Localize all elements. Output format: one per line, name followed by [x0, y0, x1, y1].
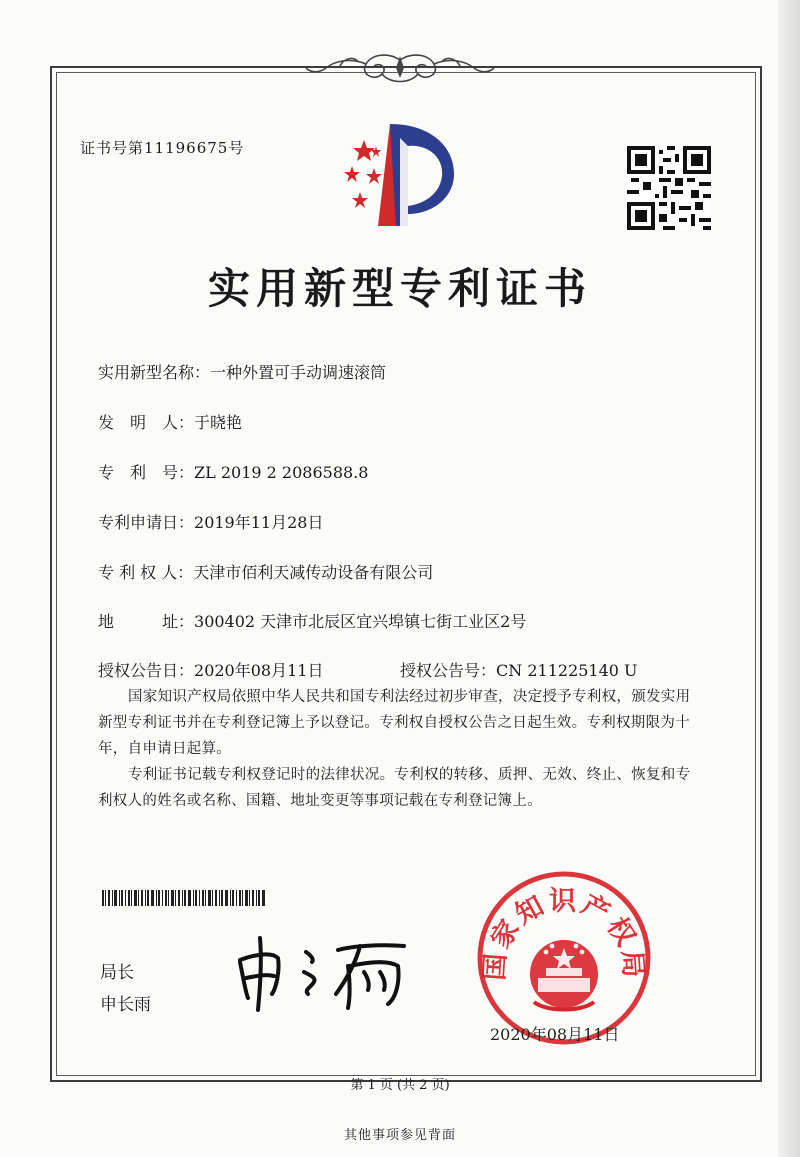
- field-label: 实用新型名称：: [98, 363, 211, 382]
- field-label: 授权公告号：: [400, 661, 497, 680]
- field-patent-number: [98, 460, 368, 483]
- official-seal-icon: [476, 870, 652, 1046]
- qr-code-icon: [627, 146, 711, 230]
- ornament-icon: [300, 48, 500, 104]
- seal-date: 2020年08月11日: [490, 1025, 620, 1044]
- field-application-date: [98, 510, 323, 533]
- patent-office-logo-icon: [334, 118, 462, 230]
- page-number: 第 1 页 (共 2 页): [350, 1078, 450, 1093]
- field-inventor: [98, 410, 242, 433]
- field-value: 一种外置可手动调速滚筒: [210, 363, 387, 382]
- certificate-title: 实用新型专利证书: [207, 264, 592, 313]
- field-value: 2019年11月28日: [194, 513, 324, 532]
- barcode-icon: [102, 890, 267, 906]
- field-label: 专 利 权 人：: [98, 563, 194, 582]
- field-address: [98, 609, 526, 632]
- field-value: 天津市佰利天减传动设备有限公司: [193, 563, 434, 582]
- paragraph-grant-statement: 国家知识产权局依照中华人民共和国专利法经过初步审查，决定授予专利权，颁发实用新型专利证书并在专利登记簿上予以登记。专利权自授权公告之日起生效。专利权期限为十年，自申请日起算。: [98, 689, 691, 757]
- handwritten-signature-icon: [232, 932, 412, 1012]
- field-value: 2020年08月11日: [194, 661, 324, 680]
- signatory-title: 局长: [100, 963, 134, 983]
- field-value: CN 211225140 U: [496, 661, 638, 680]
- certificate-number: 证书号第11196675号: [80, 139, 245, 157]
- field-patentee: [98, 560, 433, 583]
- field-grant-announcement-number: [400, 658, 638, 681]
- field-value: ZL 2019 2 2086588.8: [194, 463, 369, 482]
- page-edge-shadow: [778, 0, 800, 1157]
- paragraph-legal-status: 专利证书记载专利权登记时的法律状况。专利权的转移、质押、无效、终止、恢复和专利权人的姓名或名称、国籍、地址变更等事项记载在专利登记簿上。: [98, 767, 691, 809]
- footer-note: 其他事项参见背面: [343, 1128, 456, 1143]
- field-value: 于晓艳: [194, 413, 243, 432]
- field-value: 300402 天津市北辰区宜兴埠镇七街工业区2号: [194, 612, 527, 631]
- field-label: 授权公告日：: [98, 661, 195, 680]
- signatory-name: 申长雨: [100, 995, 151, 1015]
- field-label: 专利申请日：: [98, 513, 195, 532]
- svg-text:国家知识产权局: 国家知识产权局: [479, 886, 649, 982]
- field-grant-announcement-date: [98, 658, 323, 681]
- field-label: 专 利 号：: [98, 463, 195, 482]
- field-utility-model-name: [98, 360, 386, 383]
- field-label: 发 明 人：: [98, 413, 195, 432]
- field-label: 地 址：: [98, 612, 195, 631]
